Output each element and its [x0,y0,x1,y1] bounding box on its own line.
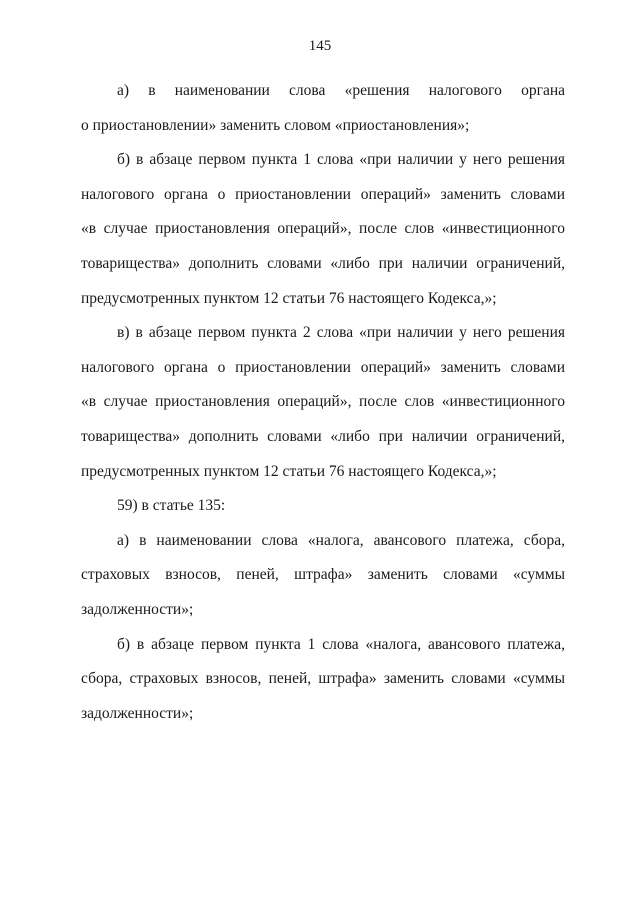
paragraph-b-article-135-point-1 [81,628,565,732]
text-line: товарищества» дополнить словами «либо при наличии ограничений, [81,254,565,272]
text-line: задолженности»; [81,600,194,618]
text-line: налогового органа о приостановлении операций» заменить словами [81,358,565,376]
text-line: о приостановлении» заменить словом «приостановления»; [81,116,470,134]
text-line: 59) в статье 135: [117,497,226,515]
text-line: задолженности»; [81,704,194,722]
text-line: товарищества» дополнить словами «либо при наличии ограничений, [81,427,565,445]
paragraph-59-article-135 [81,489,565,524]
page-number: 145 [308,38,332,54]
text-line: «в случае приостановления операций», после слов «инвестиционного [81,393,565,411]
paragraph-v-point-2 [81,316,565,489]
paragraph-a-article-135-naming [81,524,565,628]
text-line: налогового органа о приостановлении операций» заменить словами [81,185,565,203]
document-body [81,74,565,731]
text-line: предусмотренных пунктом 12 статьи 76 настоящего Кодекса,»; [81,462,497,480]
text-line: б) в абзаце первом пункта 1 слова «при наличии у него решения [117,151,565,169]
text-line: «в случае приостановления операций», после слов «инвестиционного [81,220,565,238]
text-line: а) в наименовании слова «решения налогового органа [117,82,565,99]
paragraph-b-point-1 [81,143,565,316]
text-line: б) в абзаце первом пункта 1 слова «налога, авансового платежа, [117,635,565,653]
text-line: а) в наименовании слова «налога, авансового платежа, сбора, [117,531,565,549]
text-line: сбора, страховых взносов, пеней, штрафа» заменить словами «суммы [81,670,565,688]
text-line: в) в абзаце первом пункта 2 слова «при наличии у него решения [117,324,565,342]
paragraph-a-naming [81,74,565,143]
text-line: страховых взносов, пеней, штрафа» заменить словами «суммы [81,566,565,584]
text-line: предусмотренных пунктом 12 статьи 76 настоящего Кодекса,»; [81,289,497,307]
